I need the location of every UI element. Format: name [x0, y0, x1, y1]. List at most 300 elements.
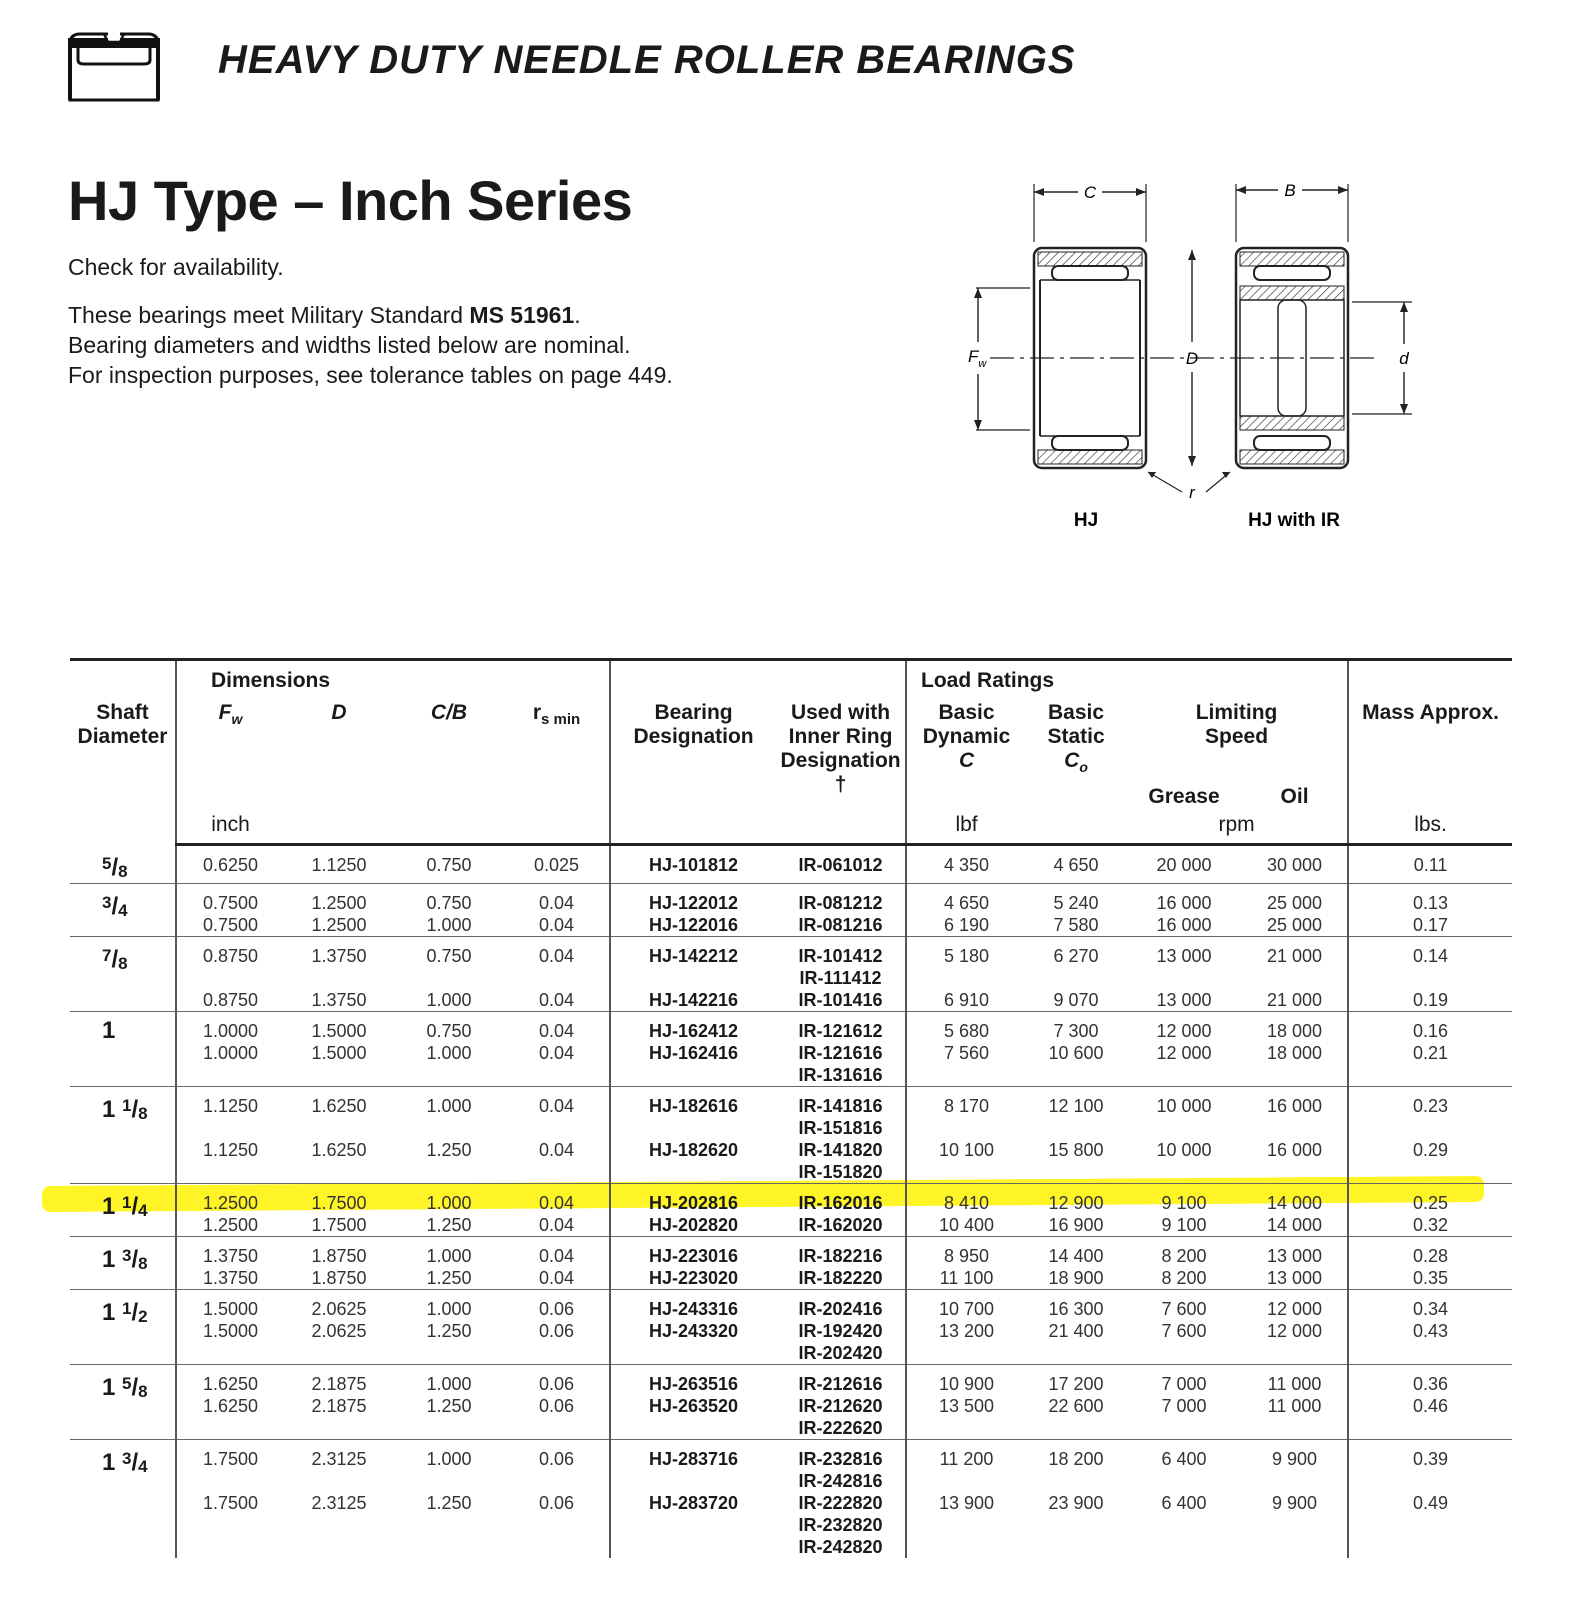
basic-dynamic-value: 10 900 — [906, 1364, 1026, 1395]
basic-dynamic-value: 4 350 — [906, 845, 1026, 884]
inner-ring-item: IR-162016 — [798, 1192, 883, 1213]
d-value: 2.1875 — [284, 1364, 394, 1395]
cb-value: 0.750 — [426, 855, 472, 876]
basic-dynamic-value: 11 200 — [906, 1439, 1026, 1492]
grease-speed-value: 8 200 — [1161, 1267, 1207, 1288]
mass-value: 0.23 — [1348, 1086, 1512, 1139]
fw-value: 0.8750 — [176, 936, 284, 989]
basic-dynamic-value: 13 900 — [906, 1492, 1026, 1558]
mass-value: 0.29 — [1348, 1139, 1512, 1184]
basic-static-value: 21 400 — [1048, 1320, 1104, 1341]
header-shaft-diameter: Shaft Diameter — [77, 701, 168, 748]
rs-value: 0.04 — [504, 936, 610, 989]
basic-static-value: 18 200 — [1026, 1439, 1126, 1492]
basic-dynamic-value: 6 910 — [906, 989, 1026, 1012]
basic-static-value: 23 900 — [1048, 1492, 1104, 1513]
inner-ring-designation — [776, 1320, 906, 1365]
table-row — [70, 1439, 1512, 1492]
oil-speed-value: 12 000 — [1242, 1289, 1348, 1320]
table-row — [70, 883, 1512, 914]
d-value: 1.6250 — [311, 1139, 367, 1160]
inner-ring-item: IR-151816 — [798, 1117, 883, 1138]
shaft-diameter: 1 $^1/_8$ — [70, 1086, 176, 1183]
rs-value: 0.06 — [538, 1492, 575, 1513]
bearing-designation: HJ-162416 — [610, 1042, 776, 1087]
d-value: 2.0625 — [284, 1289, 394, 1320]
shaft-diameter: $^5/_8$ — [102, 853, 128, 881]
fw-value: 0.7500 — [176, 914, 284, 937]
table-row — [70, 1267, 1512, 1290]
d-value: 1.2500 — [311, 914, 367, 935]
label-c: C — [1083, 183, 1097, 202]
mass-value: 0.21 — [1348, 1042, 1512, 1087]
basic-static-value: 10 600 — [1048, 1042, 1104, 1063]
table-row — [70, 1086, 1512, 1139]
basic-dynamic-value: 8 170 — [906, 1086, 1026, 1139]
mass-value: 0.19 — [1348, 989, 1512, 1012]
oil-speed-value: 21 000 — [1242, 936, 1348, 989]
inner-ring-item: IR-232816 — [798, 1448, 883, 1469]
mass-value: 0.46 — [1348, 1395, 1512, 1440]
header-d: D — [331, 701, 347, 724]
mass-value: 0.36 — [1348, 1364, 1512, 1395]
basic-dynamic-value: 5 680 — [906, 1011, 1026, 1042]
table-row — [70, 1364, 1512, 1395]
table-row — [70, 1042, 1512, 1087]
table-row — [70, 914, 1512, 937]
shaft-diameter: $^3/_4$ — [70, 883, 176, 936]
fw-value: 1.7500 — [176, 1492, 284, 1558]
header-rs-min: $r_{s min}$ — [532, 701, 581, 729]
table-row — [70, 936, 1512, 989]
section-title: HJ Type – Inch Series — [68, 169, 633, 232]
basic-static-value: 12 900 — [1026, 1183, 1126, 1214]
mass-value: 0.35 — [1348, 1267, 1512, 1290]
header-fw: $F_w$ — [176, 697, 284, 779]
inner-ring-item: IR-081216 — [798, 914, 883, 935]
cb-value: 0.750 — [394, 936, 504, 989]
oil-speed-value: 11 000 — [1242, 1364, 1348, 1395]
table-row — [70, 1214, 1512, 1237]
oil-speed-value: 16 000 — [1267, 1139, 1323, 1160]
availability-note: Check for availability. — [68, 254, 284, 280]
rs-value: 0.04 — [538, 1042, 575, 1063]
inner-ring-item: IR-212616 — [798, 1373, 883, 1394]
basic-static-value: 16 300 — [1026, 1289, 1126, 1320]
basic-static-value: 9 070 — [1053, 989, 1099, 1010]
grease-speed-value: 7 600 — [1126, 1289, 1242, 1320]
inner-ring-designation — [776, 1364, 906, 1395]
shaft-diameter: $^7/_8$ — [70, 936, 176, 1011]
inner-ring-designation — [776, 1139, 906, 1184]
cb-value: 1.250 — [426, 1214, 472, 1235]
inner-ring-item: IR-222820 — [798, 1492, 883, 1513]
inner-ring-item: IR-212620 — [798, 1395, 883, 1416]
d-value: 1.5000 — [284, 1011, 394, 1042]
shaft-diameter: 1 $^1/_2$ — [70, 1289, 176, 1364]
page-header-title: HEAVY DUTY NEEDLE ROLLER BEARINGS — [218, 38, 1076, 82]
rs-value: 0.04 — [538, 1139, 575, 1160]
grease-speed-value: 9 100 — [1126, 1183, 1242, 1214]
inner-ring-item: IR-141816 — [798, 1095, 883, 1116]
intro-line-1: These bearings meet Military Standard MS 51961. — [68, 302, 581, 328]
inner-ring-designation — [776, 1214, 906, 1237]
inner-ring-item: IR-111412 — [799, 967, 882, 988]
shaft-diameter: 1 $^3/_4$ — [70, 1439, 176, 1558]
basic-static-value: 16 900 — [1048, 1214, 1104, 1235]
cb-value: 1.000 — [394, 1086, 504, 1139]
inner-ring-designation — [776, 1236, 906, 1267]
basic-static-value: 14 400 — [1026, 1236, 1126, 1267]
mass-value: 0.39 — [1348, 1439, 1512, 1492]
inner-ring-designation — [776, 845, 906, 884]
shaft-diameter: 1 $^1/_4$ — [70, 1183, 176, 1236]
bearing-designation: HJ-182616 — [610, 1086, 776, 1139]
bearing-designation: HJ-142212 — [610, 936, 776, 989]
cb-value: 1.000 — [426, 989, 472, 1010]
basic-static-value: 5 240 — [1026, 883, 1126, 914]
inner-ring-designation — [776, 1042, 906, 1087]
d-value: 1.6250 — [284, 1086, 394, 1139]
d-value: 2.3125 — [284, 1439, 394, 1492]
inner-ring-item: IR-242816 — [798, 1470, 883, 1491]
cb-value: 1.000 — [394, 1439, 504, 1492]
cb-value: 1.000 — [426, 1042, 472, 1063]
rs-value: 0.04 — [504, 1183, 610, 1214]
fw-value: 1.3750 — [176, 1236, 284, 1267]
bearing-designation: HJ-101812 — [610, 845, 776, 884]
fw-value: 1.6250 — [176, 1395, 284, 1440]
inner-ring-item: IR-222620 — [798, 1417, 883, 1438]
grease-speed-value: 10 000 — [1126, 1086, 1242, 1139]
basic-static-value: 7 580 — [1053, 914, 1099, 935]
oil-speed-value: 9 900 — [1272, 1492, 1318, 1513]
table-row — [70, 1236, 1512, 1267]
table-row — [70, 1011, 1512, 1042]
rs-value: 0.04 — [504, 883, 610, 914]
bearing-designation: HJ-142216 — [610, 989, 776, 1012]
fw-value: 1.7500 — [176, 1439, 284, 1492]
table-row — [70, 1183, 1512, 1214]
inner-ring-item: IR-101416 — [798, 989, 883, 1010]
cb-value: 0.750 — [394, 883, 504, 914]
cb-value: 1.000 — [394, 1364, 504, 1395]
rs-value: 0.04 — [538, 914, 575, 935]
inner-ring-item: IR-121616 — [798, 1042, 883, 1063]
mass-value: 0.17 — [1348, 914, 1512, 937]
fw-value: 1.2500 — [176, 1214, 284, 1237]
basic-dynamic-value: 13 500 — [906, 1395, 1026, 1440]
grease-speed-value: 10 000 — [1156, 1139, 1212, 1160]
fw-value: 1.1250 — [176, 1139, 284, 1184]
header-basic-dynamic: Basic Dynamic C — [906, 697, 1026, 779]
inner-ring-designation — [776, 1011, 906, 1042]
shaft-diameter: 1 — [70, 1011, 176, 1086]
grease-speed-value: 12 000 — [1126, 1011, 1242, 1042]
header-dimensions: Dimensions — [176, 660, 610, 698]
caption-hj: HJ — [1073, 510, 1099, 531]
basic-static-value: 12 100 — [1026, 1086, 1126, 1139]
label-d-inner: d — [1399, 349, 1409, 368]
bearing-designation: HJ-263516 — [610, 1364, 776, 1395]
d-value: 2.1875 — [311, 1395, 367, 1416]
table-row — [70, 1289, 1512, 1320]
mass-value: 0.34 — [1348, 1289, 1512, 1320]
inner-ring-item: IR-182216 — [798, 1245, 883, 1266]
grease-speed-value: 13 000 — [1126, 936, 1242, 989]
inner-ring-designation — [776, 936, 906, 989]
grease-speed-value: 9 100 — [1161, 1214, 1207, 1235]
unit-lbf: lbf — [906, 813, 1026, 845]
oil-speed-value: 14 000 — [1242, 1183, 1348, 1214]
bearing-designation: HJ-182620 — [610, 1139, 776, 1184]
rs-value: 0.04 — [504, 1086, 610, 1139]
inner-ring-item: IR-202420 — [798, 1342, 883, 1363]
inner-ring-item: IR-061012 — [798, 855, 883, 876]
inner-ring-designation — [776, 883, 906, 914]
inner-ring-designation — [776, 914, 906, 937]
intro-line-2: Bearing diameters and widths listed below are nominal. — [68, 332, 631, 358]
mass-value: 0.28 — [1348, 1236, 1512, 1267]
fw-value: 0.7500 — [176, 883, 284, 914]
grease-speed-value: 12 000 — [1156, 1042, 1212, 1063]
basic-dynamic-value: 5 180 — [906, 936, 1026, 989]
bearing-designation: HJ-162412 — [610, 1011, 776, 1042]
unit-inch: inch — [176, 813, 284, 845]
oil-speed-value: 12 000 — [1267, 1320, 1323, 1341]
mass-value: 0.13 — [1348, 883, 1512, 914]
oil-speed-value: 25 000 — [1267, 914, 1323, 935]
shaft-diameter: 1 $^3/_8$ — [70, 1236, 176, 1289]
military-standard: MS 51961 — [469, 302, 575, 328]
shaft-diameter: 1 $^5/_8$ — [70, 1364, 176, 1439]
header-load-ratings: Load Ratings — [906, 660, 1348, 698]
bearing-designation: HJ-202816 — [610, 1183, 776, 1214]
oil-speed-value: 30 000 — [1267, 855, 1323, 876]
table-row — [70, 1395, 1512, 1440]
fw-value: 0.6250 — [176, 845, 284, 884]
basic-dynamic-value: 11 100 — [906, 1267, 1026, 1290]
cb-value: 0.750 — [394, 1011, 504, 1042]
grease-speed-value: 20 000 — [1156, 855, 1212, 876]
oil-speed-value: 18 000 — [1267, 1042, 1323, 1063]
fw-value: 1.6250 — [176, 1364, 284, 1395]
cb-value: 1.000 — [394, 1236, 504, 1267]
basic-static-value: 18 900 — [1048, 1267, 1104, 1288]
basic-static-value: 15 800 — [1048, 1139, 1104, 1160]
cb-value: 1.000 — [426, 914, 472, 935]
inner-ring-designation — [776, 1289, 906, 1320]
basic-dynamic-value: 10 100 — [906, 1139, 1026, 1184]
rs-value: 0.04 — [504, 1011, 610, 1042]
bearing-cross-section-diagram — [960, 172, 1430, 552]
oil-speed-value: 9 900 — [1242, 1439, 1348, 1492]
rs-value: 0.06 — [504, 1439, 610, 1492]
header-mass: Mass Approx. — [1348, 660, 1512, 814]
bearing-designation: HJ-243316 — [610, 1289, 776, 1320]
inner-ring-designation — [776, 1395, 906, 1440]
caption-hj-with-ir: HJ with IR — [1248, 510, 1340, 531]
bearing-designation: HJ-223016 — [610, 1236, 776, 1267]
mass-value: 0.16 — [1348, 1011, 1512, 1042]
inner-ring-item: IR-141820 — [798, 1139, 883, 1160]
bearing-designation: HJ-122012 — [610, 883, 776, 914]
basic-dynamic-value: 10 700 — [906, 1289, 1026, 1320]
intro-text — [68, 300, 673, 390]
basic-dynamic-value: 8 410 — [906, 1183, 1026, 1214]
basic-dynamic-value: 7 560 — [906, 1042, 1026, 1087]
basic-static-value: 17 200 — [1026, 1364, 1126, 1395]
bearing-designation: HJ-243320 — [610, 1320, 776, 1365]
label-d-outer: D — [1185, 349, 1199, 368]
basic-dynamic-value: 8 950 — [906, 1236, 1026, 1267]
cb-value: 1.250 — [426, 1320, 472, 1341]
inner-ring-item: IR-131616 — [798, 1064, 883, 1085]
intro-line-3: For inspection purposes, see tolerance tables on page 449. — [68, 362, 673, 388]
cb-value: 1.250 — [426, 1139, 472, 1160]
mass-value: 0.25 — [1348, 1183, 1512, 1214]
inner-ring-designation — [776, 1183, 906, 1214]
inner-ring-item: IR-121612 — [798, 1020, 883, 1041]
bearing-spec-table — [70, 658, 1512, 1558]
table-row — [70, 845, 1512, 884]
label-fw: $F_w$ — [968, 347, 987, 370]
d-value: 1.7500 — [311, 1214, 367, 1235]
d-value: 1.7500 — [284, 1183, 394, 1214]
fw-value: 1.5000 — [176, 1289, 284, 1320]
cb-value: 1.250 — [426, 1267, 472, 1288]
oil-speed-value: 18 000 — [1242, 1011, 1348, 1042]
inner-ring-item: IR-192420 — [798, 1320, 883, 1341]
rs-value: 0.04 — [538, 989, 575, 1010]
cb-value: 1.250 — [426, 1395, 472, 1416]
basic-static-value: 4 650 — [1053, 855, 1099, 876]
oil-speed-value: 16 000 — [1242, 1086, 1348, 1139]
d-value: 1.3750 — [284, 936, 394, 989]
grease-speed-value: 7 000 — [1161, 1395, 1207, 1416]
basic-static-value: 6 270 — [1026, 936, 1126, 989]
header-oil: Oil — [1280, 785, 1309, 809]
d-value: 1.8750 — [311, 1267, 367, 1288]
d-value: 2.3125 — [311, 1492, 367, 1513]
inner-ring-item: IR-162020 — [798, 1214, 883, 1235]
basic-dynamic-value: 10 400 — [906, 1214, 1026, 1237]
inner-ring-designation — [776, 1492, 906, 1558]
bearing-designation: HJ-283716 — [610, 1439, 776, 1492]
unit-lbs: lbs. — [1348, 813, 1512, 845]
d-value: 1.2500 — [284, 883, 394, 914]
inner-ring-designation — [776, 1439, 906, 1492]
grease-speed-value: 13 000 — [1156, 989, 1212, 1010]
d-value: 2.0625 — [311, 1320, 367, 1341]
fw-value: 1.5000 — [176, 1320, 284, 1365]
fw-value: 1.1250 — [176, 1086, 284, 1139]
header-bearing-designation: Bearing Designation — [610, 660, 776, 814]
mass-value: 0.32 — [1348, 1214, 1512, 1237]
grease-speed-value: 16 000 — [1126, 883, 1242, 914]
d-value: 1.5000 — [311, 1042, 367, 1063]
rs-value: 0.06 — [538, 1320, 575, 1341]
oil-speed-value: 14 000 — [1267, 1214, 1323, 1235]
d-value: 1.3750 — [311, 989, 367, 1010]
inner-ring-item: IR-101412 — [798, 945, 883, 966]
inner-ring-item: IR-202416 — [798, 1298, 883, 1319]
inner-ring-item: IR-242820 — [798, 1536, 883, 1557]
inner-ring-item: IR-182220 — [798, 1267, 883, 1288]
inner-ring-designation — [776, 1086, 906, 1139]
grease-speed-value: 16 000 — [1156, 914, 1212, 935]
cb-value: 1.250 — [426, 1492, 472, 1513]
basic-static-value: 7 300 — [1026, 1011, 1126, 1042]
grease-speed-value: 7 000 — [1126, 1364, 1242, 1395]
oil-speed-value: 25 000 — [1242, 883, 1348, 914]
oil-speed-value: 11 000 — [1267, 1395, 1322, 1416]
inner-ring-item: IR-081212 — [798, 892, 883, 913]
oil-speed-value: 13 000 — [1267, 1267, 1323, 1288]
header-inner-ring: Used with Inner Ring Designation † — [780, 701, 901, 796]
rs-value: 0.06 — [538, 1395, 575, 1416]
table-row — [70, 1320, 1512, 1365]
header-grease: Grease — [1148, 785, 1220, 809]
rs-value: 0.06 — [504, 1364, 610, 1395]
bearing-designation: HJ-223020 — [610, 1267, 776, 1290]
inner-ring-designation — [776, 989, 906, 1012]
bearing-logo-icon — [68, 30, 160, 102]
inner-ring-item: IR-232820 — [798, 1514, 883, 1535]
rs-value: 0.04 — [504, 1236, 610, 1267]
bearing-designation: HJ-202820 — [610, 1214, 776, 1237]
fw-value: 1.0000 — [176, 1042, 284, 1087]
label-b: B — [1284, 181, 1296, 200]
rs-value: 0.025 — [533, 855, 580, 876]
header-limiting-speed: Limiting Speed — [1195, 701, 1278, 748]
basic-dynamic-value: 13 200 — [906, 1320, 1026, 1365]
mass-value: 0.43 — [1348, 1320, 1512, 1365]
unit-rpm: rpm — [1126, 813, 1348, 845]
basic-dynamic-value: 6 190 — [906, 914, 1026, 937]
grease-speed-value: 7 600 — [1161, 1320, 1207, 1341]
basic-static-value: 22 600 — [1048, 1395, 1104, 1416]
bearing-designation: HJ-122016 — [610, 914, 776, 937]
fw-value: 1.2500 — [176, 1183, 284, 1214]
fw-value: 0.8750 — [176, 989, 284, 1012]
inner-ring-designation — [776, 1267, 906, 1290]
table-row — [70, 989, 1512, 1012]
oil-speed-value: 13 000 — [1242, 1236, 1348, 1267]
rs-value: 0.04 — [538, 1214, 575, 1235]
mass-value: 0.49 — [1348, 1492, 1512, 1558]
fw-value: 1.3750 — [176, 1267, 284, 1290]
cb-value: 1.000 — [394, 1183, 504, 1214]
grease-speed-value: 8 200 — [1126, 1236, 1242, 1267]
grease-speed-value: 6 400 — [1126, 1439, 1242, 1492]
basic-dynamic-value: 4 650 — [906, 883, 1026, 914]
d-value: 1.1250 — [311, 855, 367, 876]
rs-value: 0.04 — [538, 1267, 575, 1288]
oil-speed-value: 21 000 — [1267, 989, 1323, 1010]
table-row — [70, 1492, 1512, 1558]
inner-ring-item: IR-151820 — [798, 1161, 883, 1182]
fw-value: 1.0000 — [176, 1011, 284, 1042]
bearing-designation: HJ-263520 — [610, 1395, 776, 1440]
rs-value: 0.06 — [504, 1289, 610, 1320]
cb-value: 1.000 — [394, 1289, 504, 1320]
grease-speed-value: 6 400 — [1161, 1492, 1207, 1513]
mass-value: 0.14 — [1348, 936, 1512, 989]
d-value: 1.8750 — [284, 1236, 394, 1267]
table-row — [70, 1139, 1512, 1184]
mass-value: 0.11 — [1348, 845, 1512, 884]
